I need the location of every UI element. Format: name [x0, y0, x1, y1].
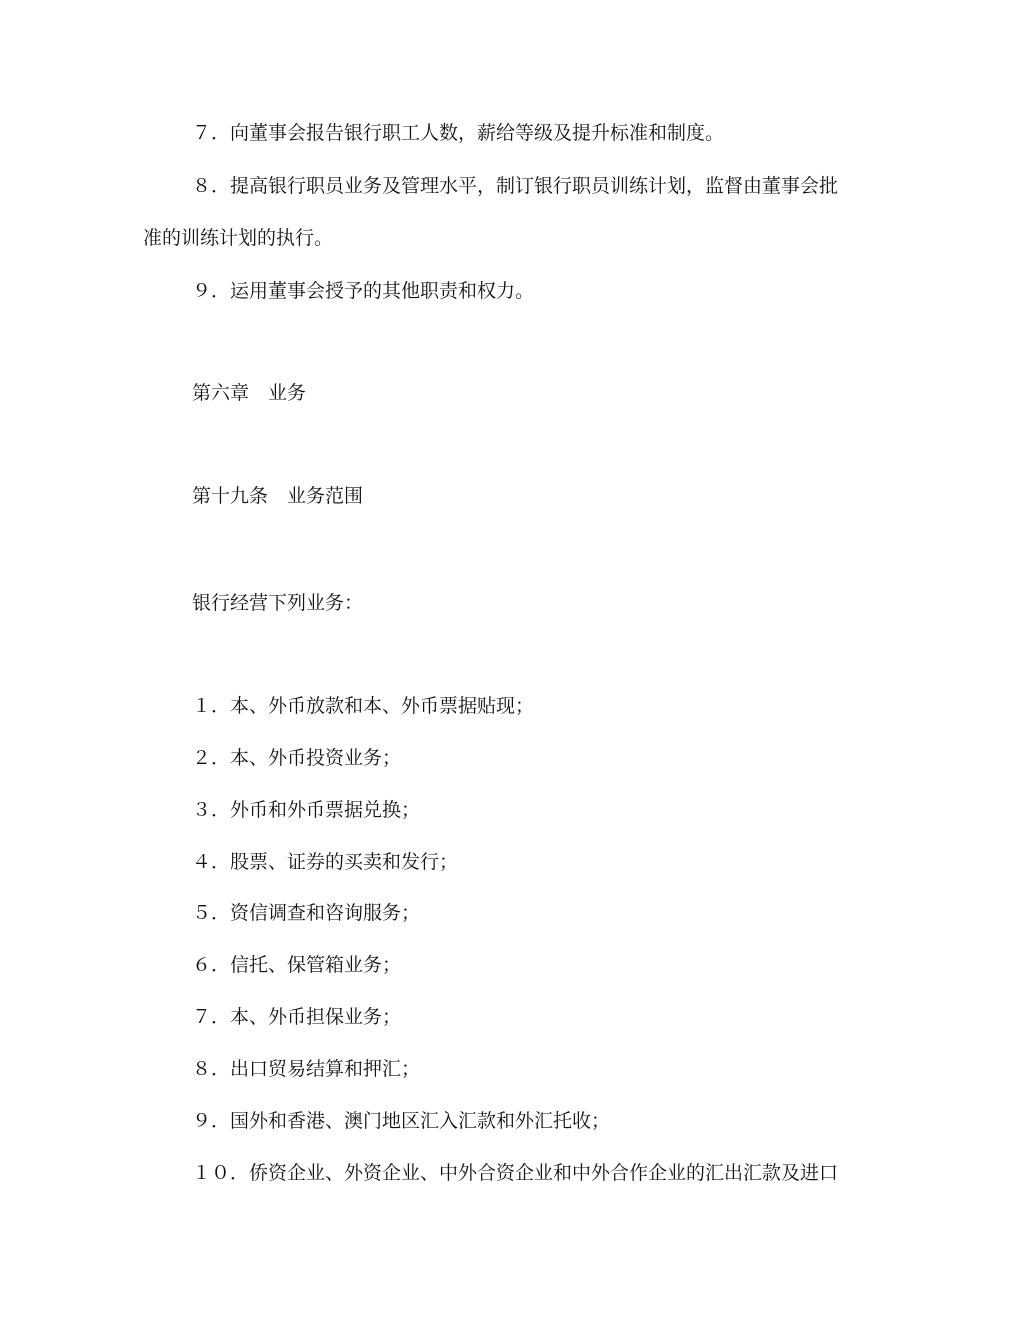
- business-item-8: ８．出口贸易结算和押汇；: [192, 1058, 421, 1080]
- business-item-7: ７．本、外币担保业务；: [192, 1006, 402, 1028]
- duty-item-8-continued: 准的训练计划的执行。: [143, 227, 334, 249]
- article-heading: 第十九条 业务范围: [192, 485, 364, 507]
- business-item-9: ９．国外和香港、澳门地区汇入汇款和外汇托收；: [192, 1110, 611, 1132]
- duty-item-9: ９．运用董事会授予的其他职责和权力。: [192, 280, 535, 302]
- chapter-heading: 第六章 业务: [192, 382, 307, 404]
- business-item-4: ４．股票、证券的买卖和发行；: [192, 851, 459, 873]
- business-item-5: ５．资信调查和咨询服务；: [192, 902, 421, 924]
- intro-text: 银行经营下列业务：: [192, 592, 364, 614]
- duty-item-7: ７．向董事会报告银行职工人数，薪给等级及提升标准和制度。: [192, 122, 725, 144]
- duty-item-8: ８．提高银行职员业务及管理水平，制订银行职员训练计划，监督由董事会批: [192, 175, 839, 197]
- business-item-3: ３．外币和外币票据兑换；: [192, 799, 421, 821]
- business-item-6: ６．信托、保管箱业务；: [192, 954, 402, 976]
- business-item-2: ２．本、外币投资业务；: [192, 747, 402, 769]
- business-item-1: １．本、外币放款和本、外币票据贴现；: [192, 695, 535, 717]
- business-item-10: １０．侨资企业、外资企业、中外合资企业和中外合作企业的汇出汇款及进口: [192, 1162, 839, 1184]
